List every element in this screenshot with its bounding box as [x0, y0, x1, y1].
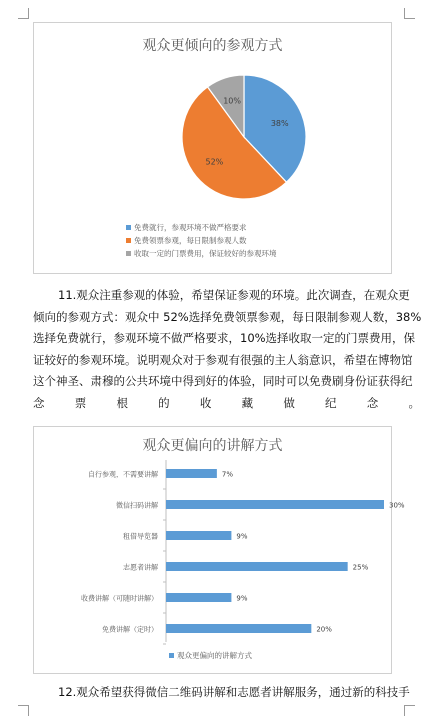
- bar-category-label: 收费讲解（可随时讲解）: [81, 594, 158, 603]
- paragraph-12: [53, 682, 420, 704]
- bar-value-label: 7%: [221, 470, 233, 479]
- bar-category-label: 志愿者讲解: [123, 563, 158, 572]
- bar[interactable]: [166, 624, 311, 633]
- legend-swatch-blue: [126, 225, 131, 230]
- legend-swatch-orange: [126, 238, 131, 243]
- bar-value-label: 9%: [236, 594, 248, 603]
- bar-chart-svg: [34, 427, 405, 673]
- bar-category-label: 租借导览器: [123, 532, 158, 541]
- bar[interactable]: [166, 469, 217, 478]
- pie-legend-item: [126, 221, 277, 234]
- bar[interactable]: [166, 531, 231, 540]
- bar[interactable]: [166, 593, 231, 602]
- paragraph-11: [33, 285, 422, 414]
- legend-swatch: [169, 653, 174, 658]
- bar-chart-container[interactable]: [33, 426, 405, 674]
- legend-swatch-gray: [126, 251, 131, 256]
- bar-category-label: 微信扫码讲解: [116, 501, 158, 510]
- bar-legend-label: 观众更偏向的讲解方式: [177, 651, 252, 660]
- page-corner-mark-bottom-right: [404, 705, 415, 716]
- pie-slice-label: 52%: [205, 157, 224, 167]
- bar-chart-title: 观众更偏向的讲解方式: [142, 438, 283, 454]
- pie-chart-title: 观众更倾向的参观方式: [142, 38, 283, 54]
- bar-value-label: 25%: [352, 563, 369, 572]
- bar[interactable]: [166, 562, 348, 571]
- page-corner-mark-top-right: [404, 8, 415, 19]
- bar[interactable]: [166, 500, 384, 509]
- bar-value-label: 9%: [236, 532, 248, 541]
- paragraph-line: 12.观众希望获得微信二维码讲解和志愿者讲解服务，通过新的科技手: [58, 685, 410, 699]
- pie-chart-svg: [34, 53, 391, 243]
- paragraph-line: 倾向的参观方式：观众中 52%选择免费领票参观，每日限制参观人数，38%: [33, 309, 422, 324]
- paragraph-line: 证较好的参观环境。说明观众对于参观有很强的主人翁意识，希望在博物馆: [33, 352, 413, 367]
- pie-slice-label: 10%: [223, 96, 242, 106]
- paragraph-line: 11.观众注重参观的体验，希望保证参观的环境。此次调查，在观众更: [58, 288, 410, 302]
- pie-chart-container[interactable]: [33, 22, 392, 274]
- pie-legend-label: 免费就行，参观环境不做严格要求: [134, 223, 247, 232]
- bar-value-label: 30%: [389, 501, 405, 510]
- bar-category-label: 免费讲解（定时）: [102, 625, 158, 634]
- page-corner-mark-bottom-left: [18, 705, 29, 716]
- bar-category-label: 自行参观，不需要讲解: [88, 470, 158, 479]
- pie-legend-label: 免费领票参观，每日限制参观人数: [134, 236, 247, 245]
- paragraph-line: 选择免费就行，参观环境不做严格要求，10%选择收取一定的门票费用，保: [33, 331, 416, 345]
- pie-legend-item: [126, 247, 277, 260]
- paragraph-line: 念 票 根 的 收 藏 做 纪 念 。: [33, 395, 420, 410]
- pie-legend-label: 收取一定的门票费用，保证较好的参观环境: [134, 249, 277, 258]
- bar-value-label: 20%: [316, 625, 332, 634]
- pie-slice-label: 38%: [270, 118, 289, 128]
- pie-legend-item: [126, 234, 277, 247]
- pie-legend: [126, 221, 277, 260]
- paragraph-line: 这个神圣、肃穆的公共环境中得到好的体验，同时可以免费刷身份证获得纪: [33, 374, 413, 388]
- page-corner-mark-top-left: [18, 8, 29, 19]
